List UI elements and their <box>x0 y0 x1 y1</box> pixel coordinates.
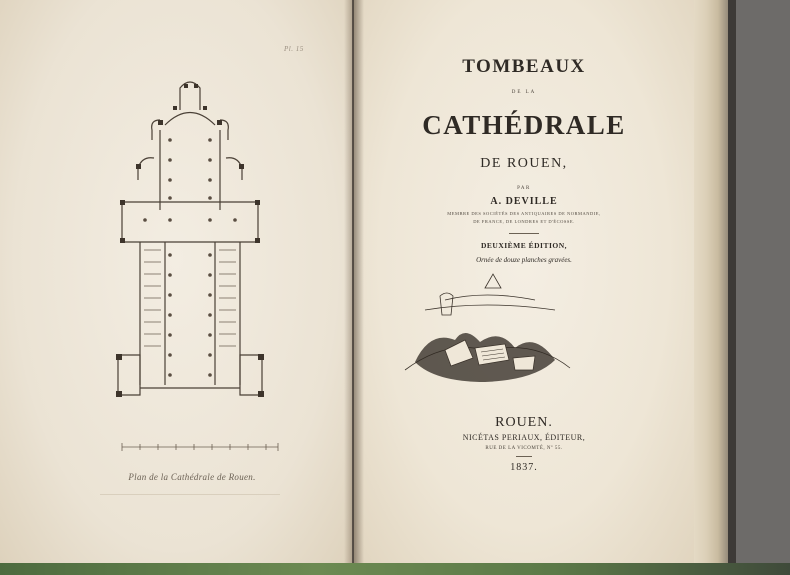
edition-label: DEUXIÈME ÉDITION, <box>480 241 567 250</box>
title-divider <box>509 233 539 234</box>
caption-divider <box>100 494 280 495</box>
publication-year: 1837. <box>510 462 538 473</box>
title-connector: DE LA <box>511 90 537 95</box>
author-affiliation-2: DE FRANCE, DE LONDRES ET D'ÉCOSSE. <box>473 219 575 224</box>
year-divider <box>516 456 532 457</box>
title-line-2: CATHÉDRALE <box>422 110 626 140</box>
title-line-1: TOMBEAUX <box>462 56 586 77</box>
shelfmark: Pl. 15 <box>284 45 304 53</box>
by-label: PAR <box>517 186 531 191</box>
scale-bar-icon <box>120 440 280 454</box>
ruins-vignette-icon <box>385 270 585 395</box>
publisher-address: RUE DE LA VICOMTÉ, Nº 55. <box>485 446 563 451</box>
title-line-3: DE ROUEN, <box>480 156 568 171</box>
illustrations-note: Ornée de douze planches gravées. <box>476 256 572 264</box>
publication-city: ROUEN. <box>495 415 553 430</box>
author-affiliation-1: MEMBRE DES SOCIÉTÉS DES ANTIQUAIRES DE NORMANDIE, <box>447 211 601 216</box>
cathedral-plan-icon <box>110 70 270 405</box>
page-fore-edges <box>690 0 730 575</box>
book-cover-edge <box>728 0 736 575</box>
author-name: A. DEVILLE <box>490 196 558 207</box>
plate-caption: Plan de la Cathédrale de Rouen. <box>128 472 256 482</box>
publisher-name: NICÉTAS PERIAUX, ÉDITEUR, <box>462 433 586 442</box>
bottom-cloth <box>0 563 790 575</box>
book-gutter <box>344 0 364 575</box>
